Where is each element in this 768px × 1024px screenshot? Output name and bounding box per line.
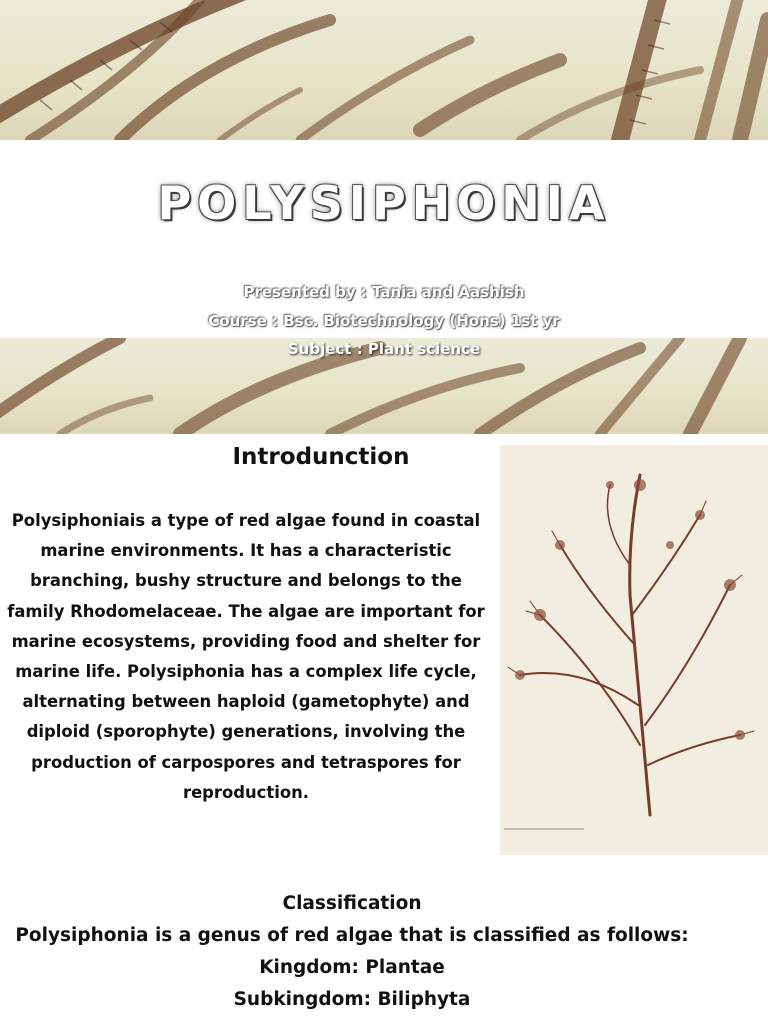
algae-banner-top xyxy=(0,0,768,140)
title-box xyxy=(0,140,768,338)
polysiphonia-specimen-image xyxy=(500,445,768,855)
classification-rank-subkingdom: Subkingdom: Biliphyta xyxy=(233,989,471,1010)
classification-section xyxy=(0,888,704,1016)
algae-microscopy-image xyxy=(0,0,768,140)
subject-line: Subject : Plant science xyxy=(287,340,481,358)
presenter-line: Presented by : Tania and Aashish xyxy=(243,283,525,301)
introduction-heading: Introdunction xyxy=(232,444,410,470)
specimen-illustration xyxy=(500,445,768,855)
classification-rank-kingdom: Kingdom: Plantae xyxy=(259,957,445,978)
classification-heading: Classification xyxy=(282,893,422,914)
presentation-title: POLYSIPHONIA xyxy=(157,176,611,230)
course-line: Course : Bsc. Biotechnology (Hons) 1st yr xyxy=(208,312,560,330)
classification-lead: Polysiphonia is a genus of red algae that is classified as follows: xyxy=(15,925,689,946)
introduction-paragraph: Polysiphoniais a type of red algae found in coastal marine environments. It has a characteristic branching, bushy structure and belongs to the family Rhodomelaceae. The algae are important for marine ecosystems, providing food and shelter for marine life. Polysiphonia has a complex life cycle, alternating between haploid (gametophyte) and diploid (sporophyte) generations, involving the production of carpospores and tetraspores for reproduction. xyxy=(7,511,485,802)
